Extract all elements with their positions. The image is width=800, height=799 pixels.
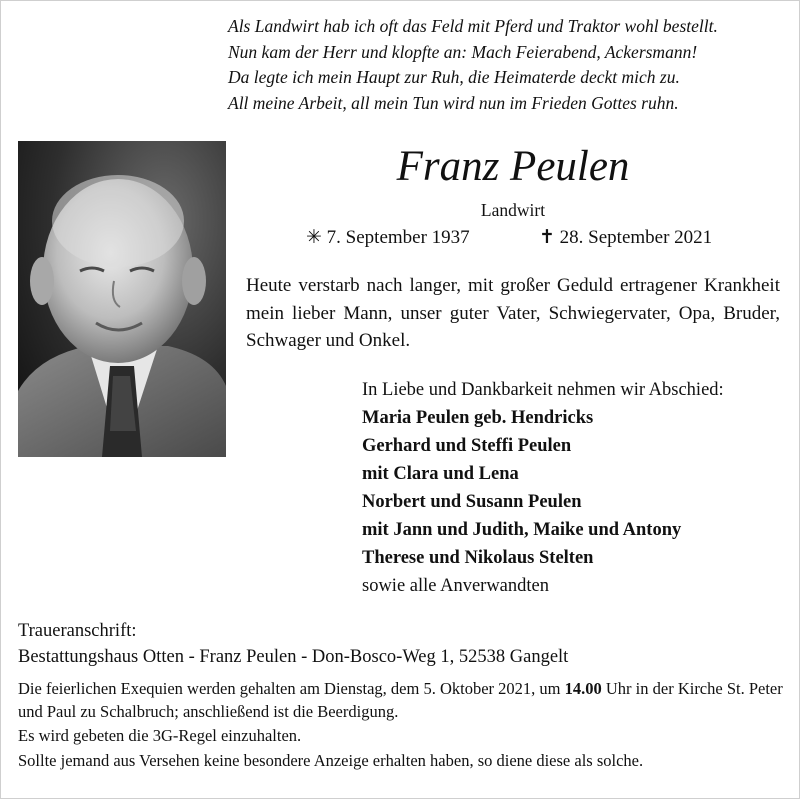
funeral-details (18, 678, 788, 774)
memorial-poem (228, 14, 788, 116)
poem-line: Da legte ich mein Haupt zur Ruh, die Heimaterde deckt mich zu. (228, 67, 680, 87)
poem-line: Als Landwirt hab ich oft das Feld mit Pferd und Traktor wohl bestellt. (228, 16, 718, 36)
poem-line: All meine Arbeit, all mein Tun wird nun im Frieden Gottes ruhn. (228, 92, 679, 113)
death-date-group (539, 226, 712, 250)
death-cross-icon: ✝ (539, 227, 555, 248)
birth-date-group (306, 226, 470, 250)
farewell-intro: In Liebe und Dankbarkeit nehmen wir Abschied: (362, 380, 724, 400)
death-date: 28. September 2021 (559, 227, 713, 248)
mourning-address (18, 619, 788, 670)
mourner-name: Therese und Nikolaus Stelten (362, 548, 594, 568)
deceased-occupation: Landwirt (480, 200, 546, 220)
funeral-service-text (18, 678, 788, 723)
closing-note: Sollte jemand aus Versehen keine besondere Anzeige erhalten haben, so diene diese als solche. (18, 750, 644, 770)
funeral-time: 14.00 (564, 679, 602, 698)
address-value: Bestattungshaus Otten - Franz Peulen - Don-Bosco-Weg 1, 52538 Gangelt (18, 646, 569, 667)
mourners-list (362, 376, 792, 600)
farewell-outro: sowie alle Anverwandten (362, 576, 549, 596)
mourner-name: Maria Peulen geb. Hendricks (362, 408, 594, 428)
mourner-name: Gerhard und Steffi Peulen (362, 436, 572, 456)
portrait-photo (18, 141, 226, 457)
mourner-name: mit Clara und Lena (362, 464, 519, 484)
mourner-name: Norbert und Susann Peulen (362, 492, 582, 512)
mourner-name: mit Jann und Judith, Maike und Antony (362, 520, 682, 540)
poem-line: Nun kam der Herr und klopfte an: Mach Feierabend, Ackersmann! (228, 41, 698, 62)
address-label: Traueranschrift: (18, 621, 137, 641)
funeral-text-after: Uhr in der Kirche St. Peter und Paul zu Schalbruch; anschließend ist die Beerdigung. (18, 679, 783, 721)
funeral-text-before: Die feierlichen Exequien werden gehalten am Dienstag, dem 5. Oktober 2021, um (18, 679, 565, 698)
deceased-name: Franz Peulen (396, 143, 630, 190)
birth-date: 7. September 1937 (326, 227, 470, 248)
covid-rule-text: Es wird gebeten die 3G-Regel einzuhalten. (18, 726, 302, 745)
death-announcement: Heute verstarb nach langer, mit großer Geduld ertragener Krankheit mein lieber Mann, unser guter Vater, Schwiegervater, Opa, Bruder, Schwager und Onkel. (246, 275, 780, 351)
birth-star-icon: ✳ (306, 227, 322, 248)
